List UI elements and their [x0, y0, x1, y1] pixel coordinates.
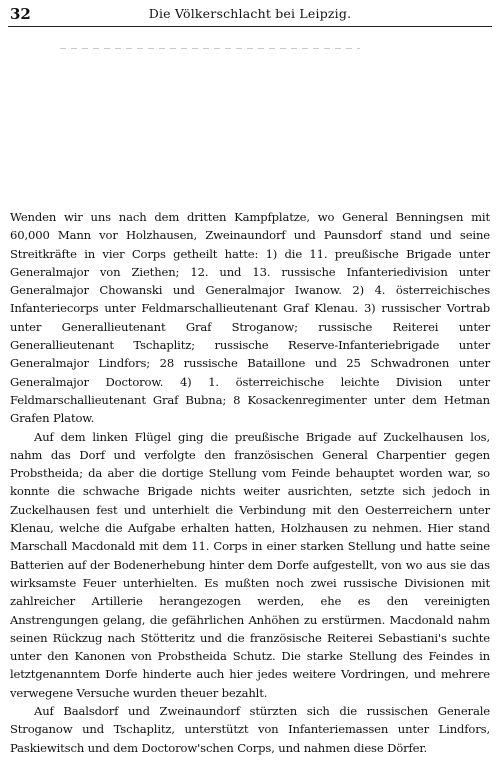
running-head: Die Völkerschlacht bei Leipzig. — [148, 6, 352, 21]
page-number: 32 — [10, 5, 31, 23]
paragraph: Auf dem linken Flügel ging die preußische Brigade auf Zuckelhausen los, nahm das Dorf und verfolgte den französischen General Charpentier gegen Probstheida; da aber die dortige Stellung vom Feinde behauptet worden war, so konnte die schwache Brigade nichts weiter ausrichten, setzte sich jedoch in Zuckelhausen fest und unterhielt die Verbindung mit den Oesterreichern unter Klenau, welche die Aufgabe erhalten hatten, Holzhausen zu nehmen. Hier stand Marschall Macdonald mit dem 11. Corps in einer starken Stellung und hatte seine Batterien auf der Bodenerhebung hinter dem Dorfe aufgestellt, von wo aus sie das wirksamste Feuer unterhielten. Es mußten noch zwei russische Divisionen mit zahlreicher Artillerie herangezogen werden, ehe es den vereinigten Anstrengungen gelang, die gefährlichen Anhöhen zu erstürmen. Macdonald nahm seinen Rückzug nach Stötteritz und die französische Reiterei Sebastiani's suchte unter den Kanonen von Probstheida Schutz. Die starke Stellung des Feindes in letztgenanntem Dorfe hinderte auch hier jedes weitere Vordringen, und mehrere verwegene Versuche wurden theuer bezahlt. — [10, 429, 490, 700]
paragraph: Auf Baalsdorf und Zweinaundorf stürzten sich die russischen Generale Stroganow und Tschaplitz, unterstützt von Infanteriemassen unter Lindfors, Paskiewitsch und dem Doctorow'schen Corps, und nahmen diese Dörfer. — [10, 704, 490, 755]
faint-show-through-line — [60, 48, 360, 49]
paragraph: Wenden wir uns nach dem dritten Kampfplatze, wo General Benningsen mit 60,000 Mann vor Holzhausen, Zweinaundorf und Paunsdorf stand und seine Streitkräfte in vier Corps getheilt hatte: 1) die 11. preußische Brigade unter Generalmajor von Ziethen; 12. und 13. russische Infanteriedivision unter Generalmajor Chowanski und Generalmajor Iwanow. 2) 4. österreichisches Infanteriecorps unter Feldmarschallieutenant Graf Klenau. 3) russischer Vortrab unter Generallieutenant Graf Stroganow; russische Reiterei unter Generallieutenant Tschaplitz; russische Reserve-Infanteriebrigade unter Generalmajor Lindfors; 28 russische Bataillone und 25 Schwadronen unter Generalmajor Doctorow. 4) 1. österreichische leichte Division unter Feldmarschallieutenant Graf Bubna; 8 Kosackenregimenter unter dem Hetman Grafen Platow. — [10, 210, 490, 426]
body-text — [10, 208, 490, 757]
page-header — [8, 4, 492, 27]
